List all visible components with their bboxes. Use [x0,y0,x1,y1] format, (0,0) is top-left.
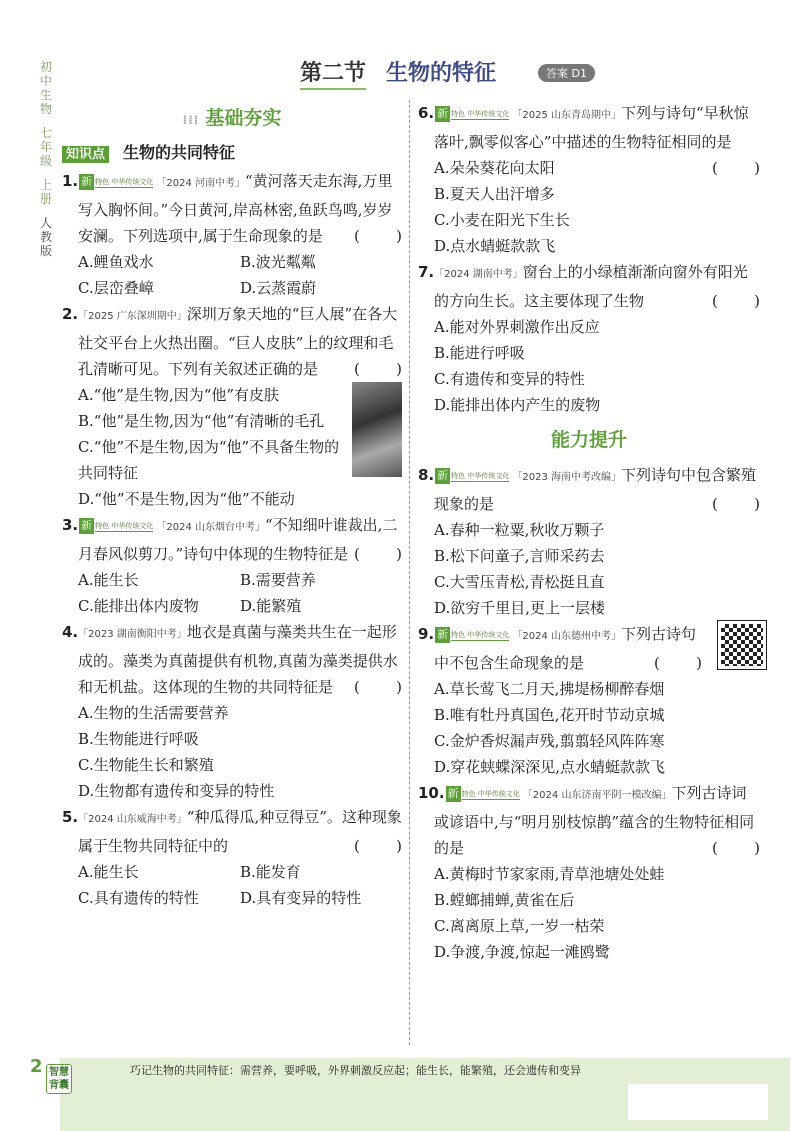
paren-open: ( [354,837,360,855]
question-2 [62,301,402,512]
side-volume: 上册 [39,178,52,206]
option-A: A.草长莺飞二月天,拂堤杨柳醉春烟 [434,680,665,698]
question-text: 地衣是真菌与藻类共生在一起形成的。藻类为真菌提供有机物,真菌为藻类提供水和无机盐。这体现的生物的共同特征是 [78,623,398,696]
option-C: C.大雪压青松,青松挺且直 [434,573,605,591]
question-text: 深圳万象天地的“巨人展”在各大社交平台上火热出圈。“巨人皮肤”上的纹理和毛孔清晰可见。下列有关叙述正确的是 [78,305,398,378]
question-number: 9. [418,625,435,643]
qr-code [718,621,766,669]
question-stem [418,259,760,314]
option-D: D.具有变异的特性 [240,889,362,907]
option-A: A.朵朵葵花向太阳 [434,159,555,177]
answer-blank[interactable] [712,288,760,314]
question-number: 3. [62,516,79,534]
options [418,517,760,621]
option-D: D.能排出体内产生的废物 [434,396,601,414]
dots-icon: ⁞⁞⁞ [182,113,200,127]
options [62,382,402,512]
side-label [38,60,54,268]
question-stem [418,462,760,517]
paren-open: ( [654,654,660,672]
answer-blank[interactable] [712,491,760,517]
left-column [62,100,402,911]
options [418,861,760,965]
answer-blank[interactable] [354,223,402,249]
answer-blank[interactable] [354,674,402,700]
option-A: A.能对外界刺激作出反应 [434,318,600,336]
side-edition: 人教版 [39,216,52,258]
question-source: 「2025 广东深圳期中」 [78,311,187,322]
section-heading-basic [62,100,402,138]
option-A: A.黄梅时节家家雨,青草池塘处处蛙 [434,865,665,883]
new-tag: 新 [81,519,93,532]
tradition-culture-tag: 特色 中华传统文化 [95,521,154,530]
option-B: B.生物能进行呼吸 [78,730,199,748]
answer-blank[interactable] [712,835,760,861]
option-A: A.能生长 [78,571,139,589]
question-source: 「2024 山东济南平阴一模改编」 [522,790,672,801]
question-text: 下列古诗句中不包含生命现象的是 [434,625,697,672]
option-D: D.点水蜻蜓款款飞 [434,237,556,255]
paren-open: ( [354,545,360,563]
question-number: 10. [418,784,445,802]
memo-box [60,1058,790,1131]
question-source: 「2024 河南中考」 [156,178,246,189]
tradition-culture-tag: 特色 中华传统文化 [451,471,510,480]
question-text: 下列古诗词或谚语中,与“明月别枝惊鹊”蕴含的生物特征相同的是 [434,784,755,857]
question-number: 7. [418,263,435,281]
paren-open: ( [354,360,360,378]
question-stem [62,301,402,382]
paren-close: ) [696,654,702,672]
paren-close: ) [754,495,760,513]
question-text: 下列与诗句“早秋惊落叶,飘零似客心”中描述的生物特征相同的是 [434,104,749,151]
answer-blank[interactable] [354,833,402,859]
option-C: C.层峦叠嶂 [78,279,154,297]
question-number: 5. [62,808,79,826]
question-4 [62,619,402,804]
new-tag: 新 [437,469,449,482]
page-number: 2 [30,1056,43,1077]
question-source: 「2024 湖南中考」 [434,269,523,280]
question-stem [62,168,402,249]
options [418,155,760,259]
tradition-culture-tag: 特色 中华传统文化 [451,109,510,118]
paren-close: ) [754,159,760,177]
giant-sculpture-photo [352,382,402,477]
memo-label: 智慧背囊 [46,1064,72,1094]
option-D: D.生物都有遗传和变异的特性 [78,782,275,800]
question-stem [62,804,402,859]
option-C: C.离离原上草,一岁一枯荣 [434,917,605,935]
option-A: A.鲤鱼戏水 [78,253,154,271]
option-C: C.生物能生长和繁殖 [78,756,214,774]
answer-blank[interactable] [712,155,760,181]
question-number: 4. [62,623,79,641]
side-subject: 初中生物 [39,60,52,116]
question-stem [418,621,760,676]
question-3 [62,512,402,619]
option-B: B.能发育 [240,863,301,881]
option-B: B.需要营养 [240,571,316,589]
new-tag: 新 [81,175,93,188]
option-B: B.螳螂捕蝉,黄雀在后 [434,891,575,909]
question-text: “不知细叶谁裁出,二月春风似剪刀。”诗句中体现的生物特征是 [78,516,398,563]
question-text: “黄河落天走东海,万里写入胸怀间。”今日黄河,岸高林密,鱼跃鸟鸣,岁岁安澜。下列选项中,属于生命现象的是 [78,172,393,245]
question-7 [418,259,760,418]
option-D: D.云蒸霞蔚 [240,279,317,297]
paren-open: ( [354,227,360,245]
paren-close: ) [396,360,402,378]
options [62,567,402,619]
question-9 [418,621,760,780]
options [418,676,760,780]
paren-open: ( [712,495,718,513]
paren-close: ) [396,837,402,855]
answer-badge: 答案 D1 [538,64,595,82]
section-heading-advanced [418,422,760,460]
question-stem [418,780,760,861]
new-tag: 新 [437,628,449,641]
heading-text: 基础夯实 [205,107,282,129]
question-stem [62,619,402,700]
option-B: B.“他”是生物,因为“他”有清晰的毛孔 [78,412,325,430]
paren-open: ( [712,292,718,310]
right-column [418,100,760,965]
page-title [300,56,496,87]
tradition-culture-tag: 特色 中华传统文化 [451,630,510,639]
question-number: 1. [62,172,79,190]
question-stem [62,512,402,567]
new-tag: 新 [437,107,449,120]
option-C: C.有遗传和变异的特性 [434,370,585,388]
question-source: 「2024 山东德州中考」 [512,631,622,642]
tradition-culture-tag: 特色 中华传统文化 [461,789,520,798]
blank-area [628,1084,768,1120]
paren-close: ) [396,545,402,563]
option-D: D.穿花蛱蝶深深见,点水蜻蜓款款飞 [434,758,666,776]
question-text: “种瓜得瓜,种豆得豆”。这种现象属于生物共同特征中的 [78,808,402,855]
option-B: B.波光粼粼 [240,253,316,271]
option-C: C.金炉香烬漏声残,翦翦轻风阵阵寒 [434,732,665,750]
side-grade: 七年级 [39,126,52,168]
memo-text: 巧记生物的共同特征：需营养，要呼吸，外界刺激反应起；能生长，能繁殖，还会遗传和变异 [130,1064,581,1077]
option-B: B.松下问童子,言师采药去 [434,547,605,565]
section-name: 生物的特征 [386,61,497,86]
kp-tag: 知识点 [62,146,109,163]
options [62,249,402,301]
paren-close: ) [754,839,760,857]
question-5 [62,804,402,911]
answer-blank[interactable] [654,650,702,676]
answer-blank[interactable] [354,541,402,567]
options [62,700,402,804]
paren-open: ( [712,159,718,177]
answer-blank[interactable] [354,356,402,382]
option-D: D.能繁殖 [240,597,302,615]
option-A: A.生物的生活需要营养 [78,704,229,722]
new-tag: 新 [447,787,459,800]
option-D: D.争渡,争渡,惊起一滩鸥鹭 [434,943,610,961]
option-C: C.小麦在阳光下生长 [434,211,570,229]
question-source: 「2023 海南中考改编」 [512,472,622,483]
option-A: A.春种一粒粟,秋收万颗子 [434,521,605,539]
option-C: C.具有遗传的特性 [78,889,199,907]
paren-open: ( [712,839,718,857]
column-divider [409,100,410,1045]
option-B: B.唯有牡丹真国色,花开时节动京城 [434,706,665,724]
knowledge-point [62,138,402,168]
option-D: D.“他”不是生物,因为“他”不能动 [78,490,295,508]
question-6 [418,100,760,259]
question-text: 窗台上的小绿植渐渐向窗外有阳光的方向生长。这主要体现了生物 [434,263,748,310]
option-A: A.“他”是生物,因为“他”有皮肤 [78,386,280,404]
question-source: 「2025 山东青岛期中」 [512,110,622,121]
option-B: B.能进行呼吸 [434,344,525,362]
question-source: 「2024 山东威海中考」 [78,814,187,825]
paren-open: ( [354,678,360,696]
options [62,859,402,911]
question-text: 下列诗句中包含繁殖现象的是 [434,466,757,513]
paren-close: ) [396,678,402,696]
heading-text: 能力提升 [550,429,627,451]
question-1 [62,168,402,301]
options [418,314,760,418]
question-10 [418,780,760,965]
option-B: B.夏天人出汗增多 [434,185,555,203]
paren-close: ) [754,292,760,310]
tradition-culture-tag: 特色 中华传统文化 [95,177,154,186]
paren-close: ) [396,227,402,245]
question-number: 8. [418,466,435,484]
option-D: D.欲穷千里目,更上一层楼 [434,599,606,617]
option-C: C.能排出体内废物 [78,597,199,615]
section-number: 第二节 [300,61,366,90]
question-source: 「2024 山东烟台中考」 [156,522,266,533]
question-source: 「2023 湖南衡阳中考」 [78,629,187,640]
kp-title: 生物的共同特征 [123,143,236,162]
option-A: A.能生长 [78,863,139,881]
question-number: 6. [418,104,435,122]
option-C: C.“他”不是生物,因为“他”不具备生物的共同特征 [78,438,340,482]
question-8 [418,462,760,621]
question-number: 2. [62,305,79,323]
